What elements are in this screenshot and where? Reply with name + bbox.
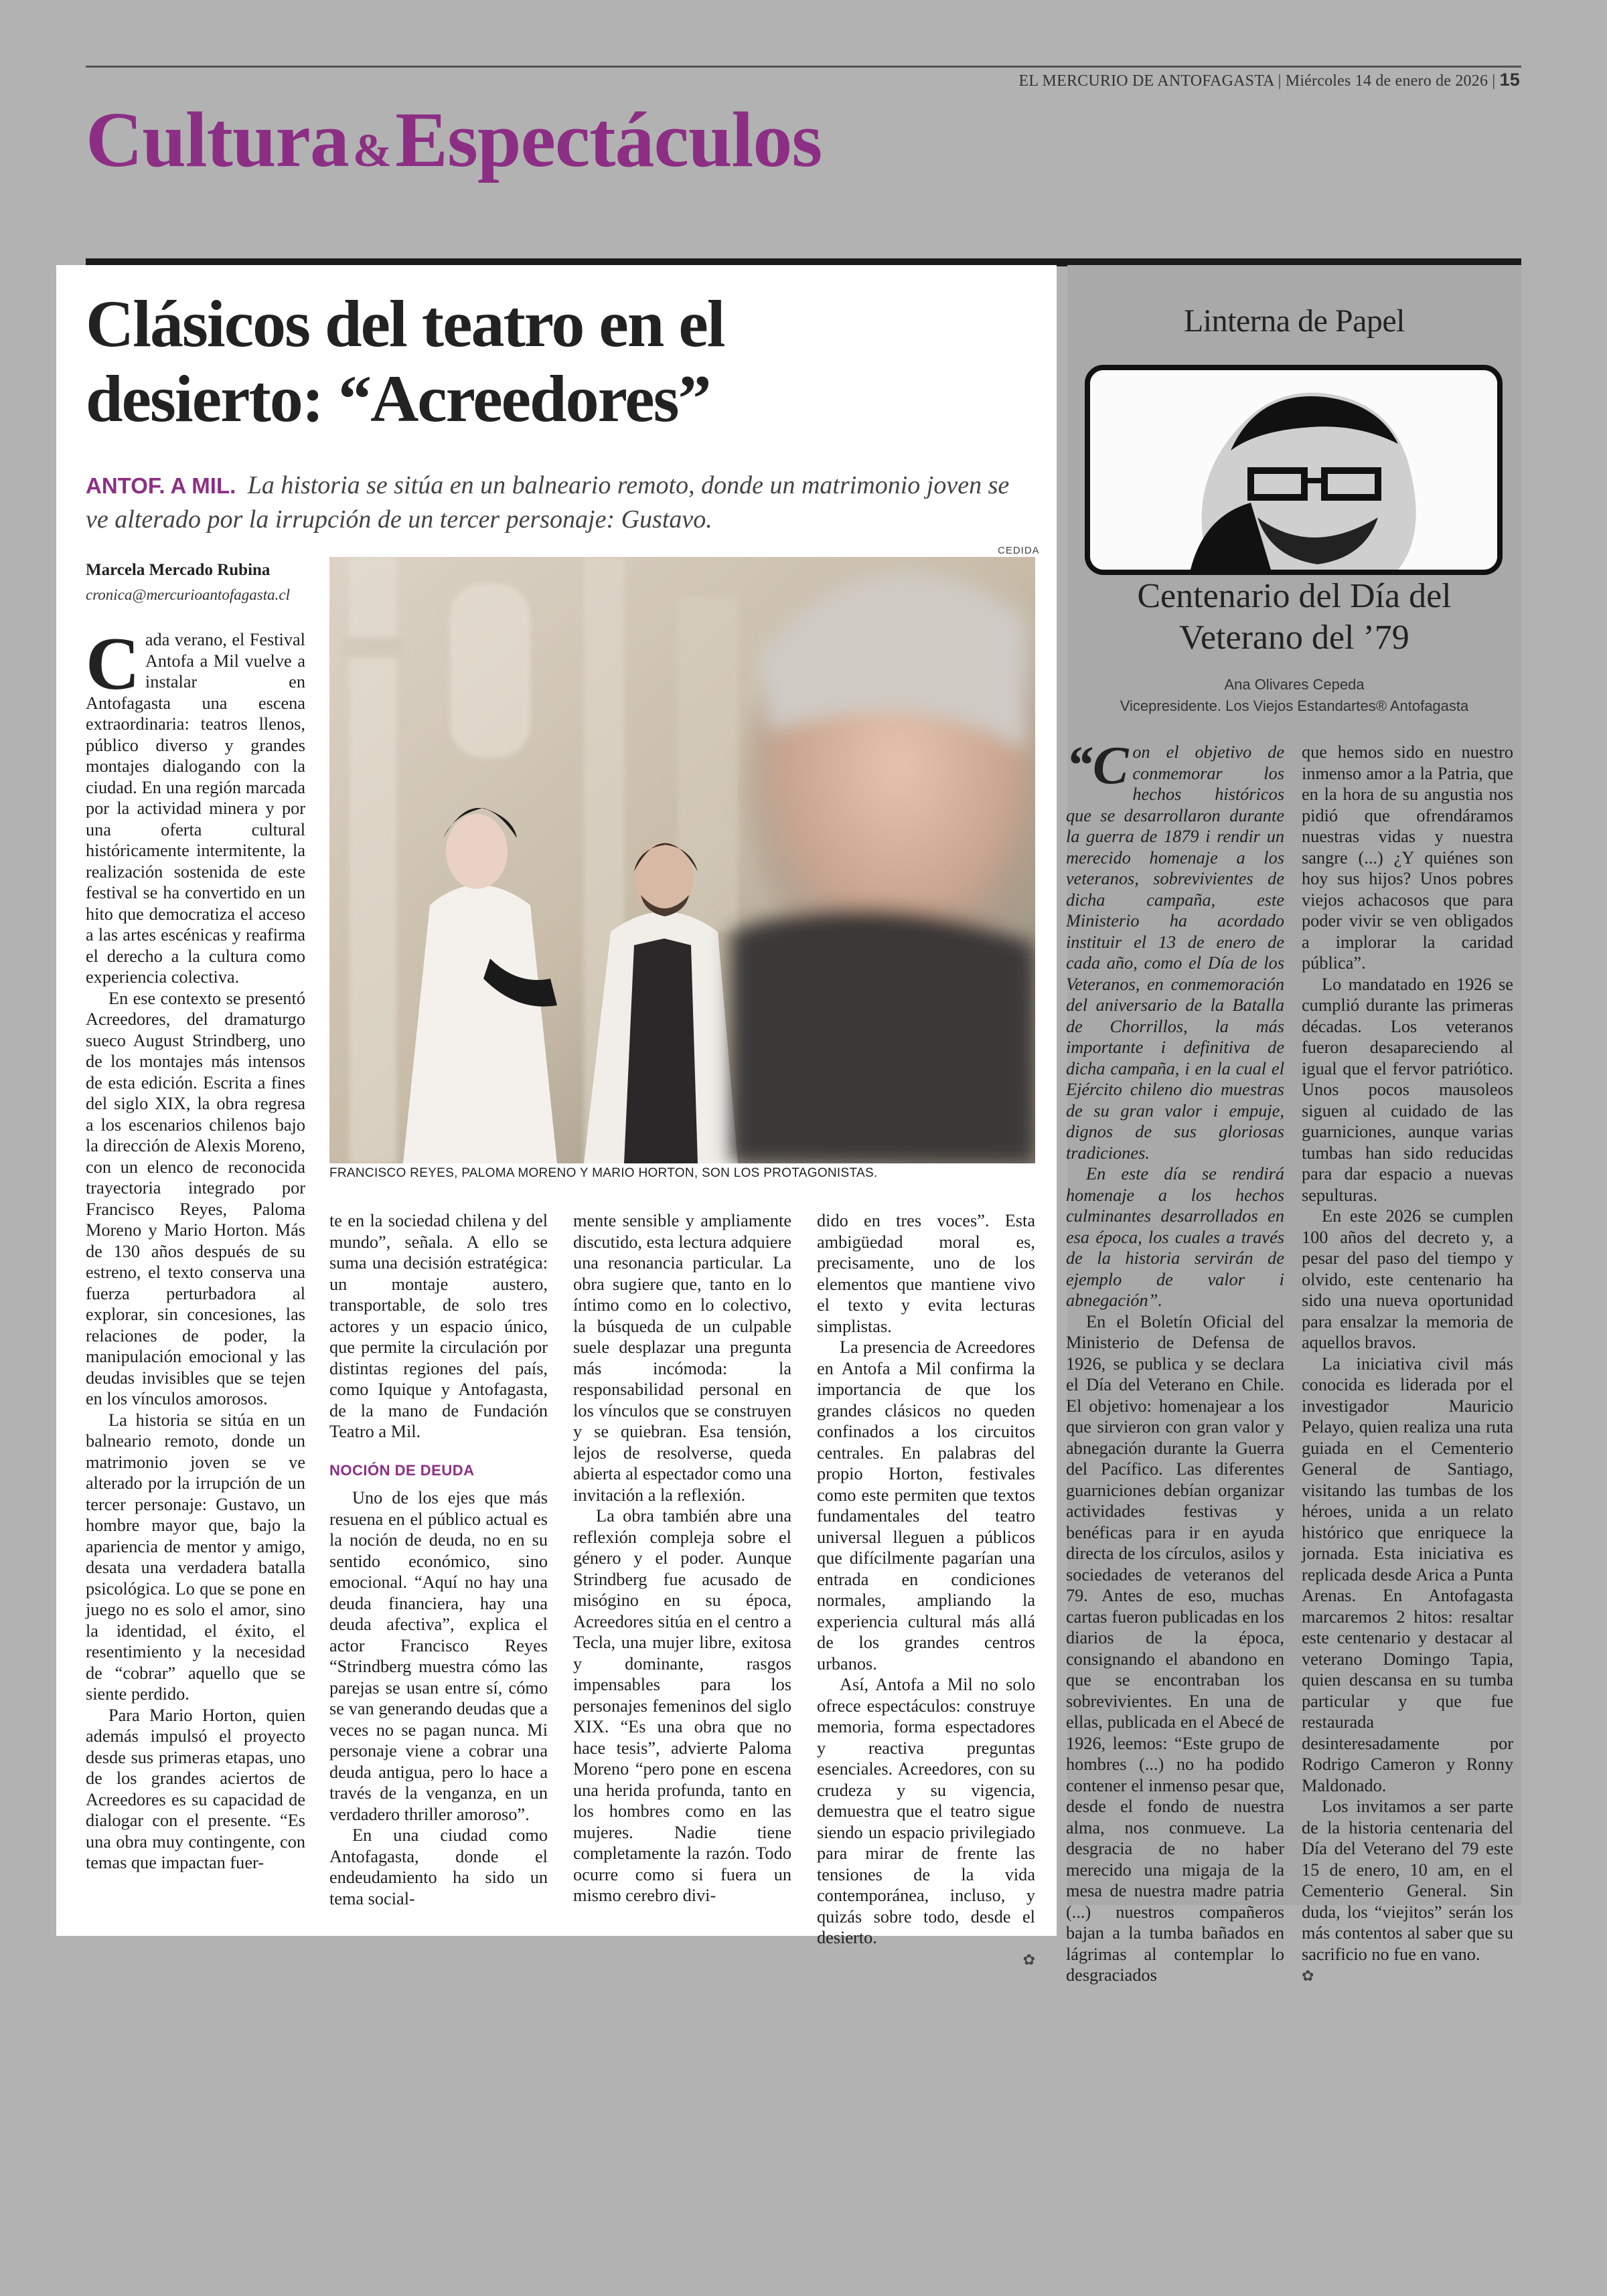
paragraph-text: ada verano, el Festival Antofa a Mil vuelve a instalar en Antofagasta una escena extraordinaria: teatros llenos, público diverso y grandes montajes dialogando con la ciudad. En una región marcada por la actividad minera y por una oferta cultural históricamente intermitente, la realización sostenida de este festival se ha convertido en un hito que democratiza el acceso a las artes escénicas y reafirma el derecho a la cultura como experiencia colectiva.	[86, 630, 305, 987]
sidebar-headline-line-1: Centenario del Día del	[1137, 577, 1452, 615]
subheading: NOCIÓN DE DEUDA	[329, 1461, 475, 1479]
section-title-amp: &	[352, 125, 392, 177]
paragraph	[86, 623, 305, 988]
page-folio	[1019, 70, 1520, 90]
sidebar-column-1	[1066, 736, 1284, 1986]
section-title-part2: Espectáculos	[395, 96, 822, 183]
section-title	[86, 96, 822, 183]
article-column-4	[817, 1210, 1035, 1970]
paragraph: Para Mario Horton, quien además impulsó el proyecto desde sus primeras etapas, uno de los grandes aciertos de Acreedores es su capacidad de dialogar con el presente. “Es una obra muy contingente, con temas que impactan fuer-	[86, 1705, 305, 1872]
drop-cap: C	[86, 623, 140, 706]
paragraph: Los invitamos a ser parte de la historia centenaria del Día del Veterano del 79 este 15 de enero, 10 am, en el Cementerio General. Sin duda, los “viejitos” serán los más contentos al saber que su sacrificio no fue en vano.	[1302, 1797, 1513, 1964]
end-mark-icon: ✿	[1022, 1951, 1035, 1968]
sidebar-column-2	[1302, 742, 1513, 1987]
top-rule	[86, 66, 1521, 68]
sidebar-author-role: Vicepresidente. Los Viejos Estandartes® Antofagasta	[1120, 698, 1469, 714]
paragraph-text: on el objetivo de conmemorar los hechos históricos que se desarrollaron durante la guerra de 1879 i rendir un merecido homenaje a los veteranos, sobrevivientes de dicha campaña, este Ministerio ha acordado instituir el 13 de enero de cada año, como el Día de los Veteranos, en conmemoración del aniversario de la Batalla de Chorrillos, la más importante i definitiva de dicha campaña, i en la cual el Ejército chileno dio muestras de su gran valor i empuje, dignos de sus gloriosas tradiciones.	[1066, 742, 1284, 1163]
section-title-part1: Cultura	[86, 96, 349, 183]
end-mark-icon: ✿	[1302, 1967, 1314, 1984]
lead-text: La historia se sitúa en un balneario remoto, donde un matrimonio joven se ve alterado por la irrupción de un tercer personaje: Gustavo.	[86, 471, 1010, 534]
photo-caption: FRANCISCO REYES, PALOMA MORENO Y MARIO HORTON, SON LOS PROTAGONISTAS.	[329, 1166, 878, 1180]
lead-kicker: ANTOF. A MIL.	[86, 473, 236, 498]
paragraph: te en la sociedad chilena y del mundo”, señala. A ello se suma una decisión estratégica: un montaje austero, transportable, de solo tres actores y un espacio único, que permite la circulación por distintas regiones del país, como Iquique y Antofagasta, de la mano de Fundación Teatro a Mil.	[329, 1211, 548, 1441]
paragraph: En este 2026 se cumplen 100 años del decreto y, a pesar del paso del tiempo y olvido, este centenario ha sido una nueva oportunidad para ensalzar la memoria de aquellos bravos.	[1302, 1206, 1513, 1352]
paragraph: mente sensible y ampliamente discutido, esta lectura adquiere una resonancia particular. La obra sugiere que, tanto en lo íntimo como en lo colectivo, la búsqueda de un culpable suele desplazar una pregunta más incómoda: la responsabilidad personal en los vínculos que se construyen y se quiebran. Esa tensión, lejos de resolverse, queda abierta al espectador como una invitación a la reflexión.	[573, 1211, 791, 1505]
author-byline: Marcela Mercado Rubina	[86, 561, 271, 579]
article-lead	[86, 469, 1037, 536]
paragraph: Lo mandatado en 1926 se cumplió durante las primeras décadas. Los veteranos fueron desapareciendo al igual que el fervor patriótico. Unos pocos mausoleos siguen al cuidado de las guarniciones, aunque varias tumbas han sido reducidas para dar espacio a nuevas sepulturas.	[1302, 974, 1513, 1205]
paragraph: En ese contexto se presentó Acreedores, del dramaturgo sueco August Strindberg, uno de los montajes más intensos de esta edición. Escrita a fines del siglo XIX, la obra regresa a los escenarios chilenos bajo la dirección de Alexis Moreno, con un elenco de reconocida trayectoria integrado por Francisco Reyes, Paloma Moreno y Mario Horton. Más de 130 años después de su estreno, el texto conserva una fuerza perturbadora al explorar, sin concesiones, las relaciones de poder, la manipulación emocional y las deudas invisibles que se tejen en los vínculos amorosos.	[86, 988, 305, 1408]
paragraph: Uno de los ejes que más resuena en el público actual es la noción de deuda, no en su sentido económico, sino emocional. “Aquí no hay una deuda financiera, hay una deuda afectiva”, explica el actor Francisco Reyes “Strindberg muestra cómo las parejas se usan entre sí, cómo se van generando deudas que a veces no se pagan nunca. Mi personaje viene a cobrar una deuda antigua, pero lo hace a través de la venganza, en un verdadero thriller amoroso”.	[329, 1488, 548, 1824]
paragraph	[1066, 736, 1284, 1163]
sidebar-end-mark	[1302, 1965, 1513, 1987]
theatre-scene-illustration	[329, 557, 1035, 1163]
headline-line-1: Clásicos del teatro en el	[86, 286, 724, 361]
author-email[interactable]: cronica@mercurioantofagasta.cl	[86, 586, 290, 603]
opening-quote-mark: “C	[1066, 736, 1129, 795]
article-end-mark	[817, 1949, 1035, 1971]
article-column-3	[573, 1210, 791, 1906]
paragraph: En este día se rendirá homenaje a los hechos culminantes desarrollados en esa época, los cuales a través de la historia servirán de ejemplo de valor i abnegación”.	[1066, 1164, 1284, 1310]
paragraph: que hemos sido en nuestro inmenso amor a la Patria, que en la hora de su angustia nos pidió que ofrendáramos nuestras vidas y nuestra sangre (...) ¿Y quiénes son hoy sus hijos? Unos pobres viejos achacosos que para poder vivir se ven obligados a implorar la caridad pública”.	[1302, 742, 1513, 973]
columnist-portrait	[1085, 365, 1503, 575]
article-column-1	[86, 623, 305, 1874]
sidebar-headline	[1067, 576, 1521, 659]
article-photo	[329, 557, 1035, 1163]
photo-credit: CEDIDA	[998, 545, 1040, 556]
paragraph: En una ciudad como Antofagasta, donde el endeudamiento ha sido un tema social-	[329, 1825, 548, 1908]
paragraph: Así, Antofa a Mil no solo ofrece espectáculos: construye memoria, forma espectadores y reactiva preguntas esenciales. Acreedores, con su crudeza y su vigencia, demuestra que el teatro sigue siendo un espacio privilegiado para mirar de frente las tensiones de la vida contemporánea, incluso, y quizás sobre todo, desde el desierto.	[817, 1675, 1035, 1947]
paragraph: dido en tres voces”. Esta ambigüedad moral es, precisamente, uno de los elementos que mantiene vivo el texto y evita lecturas simplistas.	[817, 1211, 1035, 1336]
article-headline	[86, 286, 1023, 436]
headline-line-2: desierto: “Acreedores”	[86, 361, 710, 436]
paragraph: En el Boletín Oficial del Ministerio de Defensa de 1926, se publica y se declara el Día del Veterano en Chile. El objetivo: homenajear a los que sirvieron con gran valor y abnegación durante la Guerra del Pacífico. Las diferentes guarniciones debían organizar actividades festivas y benéficas para ir en ayuda directa de los círculos, asilos y sociedades de veteranos del 79. Antes de eso, muchas cartas fueron publicadas en los diarios de la época, consignando el abandono en que se encontraban los sobrevivientes. En una de ellas, publicada en el Abecé de 1926, leemos: “Este grupo de hombres (...) no ha podido contener el inmenso pesar que, desde el fondo de nuestra alma, nos conmueve. La desgracia de no haber merecido una migaja de la mesa de nuestra madre patria (...) nuestros compañeros bajan a la tumba bañados en lágrimas al contemplar lo desgraciados	[1066, 1311, 1284, 1985]
paragraph: La presencia de Acreedores en Antofa a Mil confirma la importancia de que los grandes clásicos no queden confinados a los circuitos centrales. En palabras del propio Horton, festivales como este permiten que textos fundamentales del teatro universal lleguen a públicos que difícilmente pagarían una entrada en condiciones normales, ampliando la experiencia cultural más allá de los grandes centros urbanos.	[817, 1337, 1035, 1673]
column-name: Linterna de Papel	[1183, 303, 1405, 339]
article-column-2	[329, 1210, 548, 1909]
paragraph: La obra también abre una reflexión compleja sobre el género y el poder. Aunque Strindberg fue acusado de misógino en su época, Acreedores sitúa en el centro a Tecla, una mujer libre, exitosa y dominante, rasgos impensables para los personajes femeninos del siglo XIX. “Es una obra que no hace tesis”, advierte Paloma Moreno “pero pone en escena una herida profunda, tanto en los hombres como en las mujeres. Nadie tiene completamente la razón. Todo ocurre como si fuera un mismo cerebro divi-	[573, 1506, 791, 1905]
sidebar-headline-line-2: Veterano del ’79	[1179, 619, 1409, 657]
paragraph: La iniciativa civil más conocida es liderada por el investigador Mauricio Pelayo, quien realiza una ruta guiada en el Cementerio General de Santiago, visitando las tumbas de los héroes, unida a un relato histórico que enriquece la jornada. Esta iniciativa es replicada desde Arica a Punta Arenas. En Antofagasta marcaremos 2 hitos: resaltar este centenario y destacar al veterano Domingo Tapia, quien descansa en su tumba particular y que fue restaurada desinteresadamente por Rodrigo Cameron y Ronny Maldonado.	[1302, 1354, 1513, 1795]
folio-text: EL MERCURIO DE ANTOFAGASTA | Miércoles 14 de enero de 2026 |	[1018, 72, 1496, 90]
page-number: 15	[1499, 70, 1520, 90]
portrait-illustration	[1090, 370, 1497, 570]
paragraph: La historia se sitúa en un balneario remoto, donde un matrimonio joven se ve alterado por la irrupción de un tercer personaje: Gustavo, un hombre mayor que, bajo la apariencia de mentor y amigo, desata una verdadera batalla psicológica. Lo que se pone en juego no es solo el amor, sino la identidad, el éxito, el resentimiento y la necesidad de “cobrar” aquello que se siente perdido.	[86, 1410, 305, 1704]
sidebar-author: Ana Olivares Cepeda	[1224, 676, 1365, 693]
